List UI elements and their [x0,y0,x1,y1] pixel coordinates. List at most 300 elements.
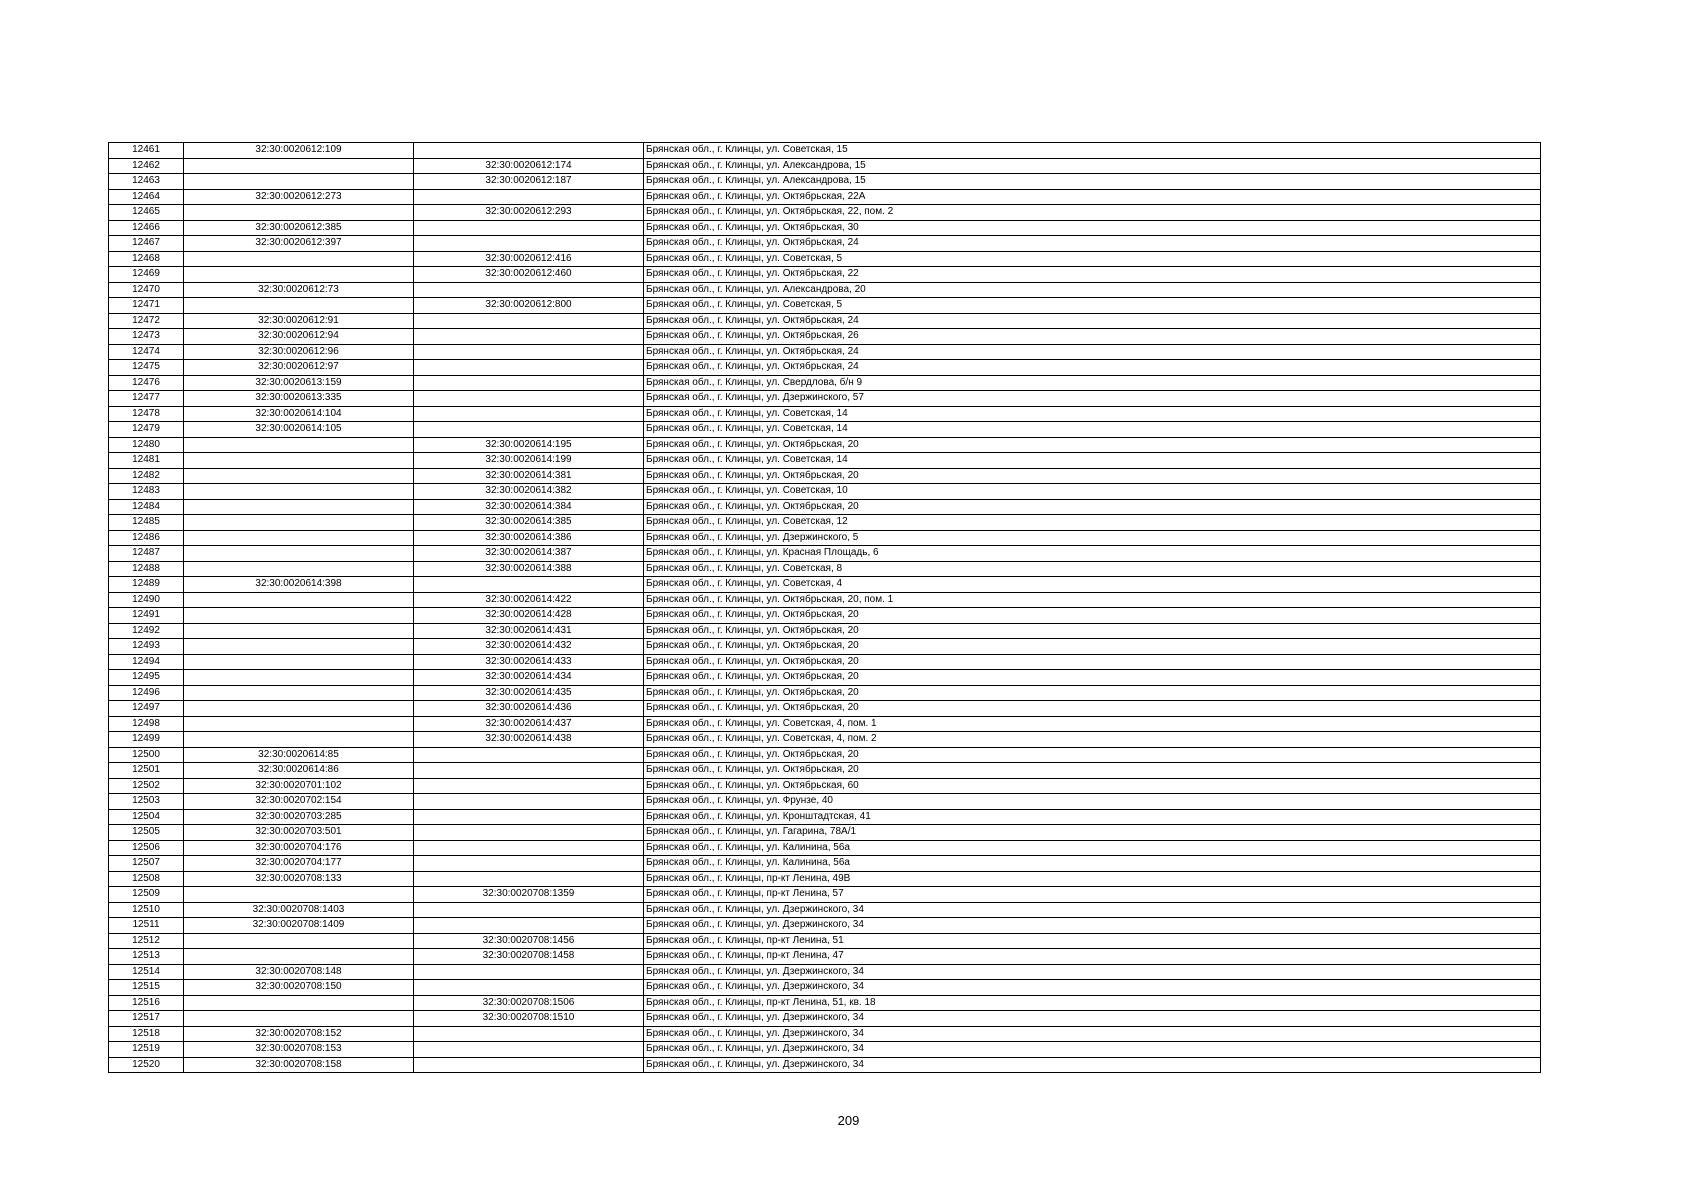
row-number-cell: 12473 [109,329,184,345]
cadastral-number-cell: 32:30:0020702:154 [184,794,414,810]
cadastral-number-alt-cell [414,902,644,918]
row-number-cell: 12476 [109,375,184,391]
cadastral-number-cell [184,484,414,500]
cadastral-number-alt-cell: 32:30:0020708:1359 [414,887,644,903]
table-row [109,949,1541,965]
address-cell: Брянская обл., г. Клинцы, ул. Октябрьская, 20, пом. 1 [644,592,1541,608]
cadastral-number-alt-cell: 32:30:0020614:438 [414,732,644,748]
address-cell: Брянская обл., г. Клинцы, ул. Дзержинского, 34 [644,980,1541,996]
row-number-cell: 12493 [109,639,184,655]
row-number-cell: 12491 [109,608,184,624]
table-row [109,561,1541,577]
cadastral-number-cell [184,949,414,965]
cadastral-number-alt-cell: 32:30:0020614:387 [414,546,644,562]
cadastral-number-cell: 32:30:0020612:385 [184,220,414,236]
cadastral-number-alt-cell: 32:30:0020614:431 [414,623,644,639]
address-cell: Брянская обл., г. Клинцы, ул. Октябрьская, 20 [644,499,1541,515]
table-row [109,499,1541,515]
table-row [109,329,1541,345]
address-cell: Брянская обл., г. Клинцы, ул. Советская, 4, пом. 1 [644,716,1541,732]
address-cell: Брянская обл., г. Клинцы, ул. Свердлова, б/н 9 [644,375,1541,391]
address-cell: Брянская обл., г. Клинцы, пр-кт Ленина, 57 [644,887,1541,903]
address-cell: Брянская обл., г. Клинцы, ул. Дзержинского, 34 [644,902,1541,918]
cadastral-number-cell: 32:30:0020612:397 [184,236,414,252]
row-number-cell: 12479 [109,422,184,438]
cadastral-number-alt-cell: 32:30:0020614:382 [414,484,644,500]
address-cell: Брянская обл., г. Клинцы, ул. Дзержинского, 5 [644,530,1541,546]
address-cell: Брянская обл., г. Клинцы, ул. Октябрьская, 20 [644,763,1541,779]
table-row [109,174,1541,190]
cadastral-number-cell [184,251,414,267]
cadastral-number-alt-cell: 32:30:0020708:1456 [414,933,644,949]
cadastral-number-cell: 32:30:0020704:176 [184,840,414,856]
cadastral-number-alt-cell [414,577,644,593]
address-cell: Брянская обл., г. Клинцы, ул. Дзержинского, 34 [644,918,1541,934]
row-number-cell: 12484 [109,499,184,515]
cadastral-number-alt-cell [414,964,644,980]
cadastral-number-cell [184,298,414,314]
cadastral-number-alt-cell: 32:30:0020612:293 [414,205,644,221]
table-row [109,422,1541,438]
cadastral-number-cell: 32:30:0020612:273 [184,189,414,205]
cadastral-number-alt-cell: 32:30:0020614:435 [414,685,644,701]
address-cell: Брянская обл., г. Клинцы, ул. Октябрьская, 20 [644,747,1541,763]
table-row [109,236,1541,252]
cadastral-number-alt-cell [414,918,644,934]
row-number-cell: 12478 [109,406,184,422]
table-row [109,267,1541,283]
table-row [109,685,1541,701]
address-cell: Брянская обл., г. Клинцы, ул. Октябрьская, 22 [644,267,1541,283]
cadastral-number-cell [184,933,414,949]
cadastral-number-cell: 32:30:0020708:152 [184,1026,414,1042]
address-cell: Брянская обл., г. Клинцы, пр-кт Ленина, 47 [644,949,1541,965]
cadastral-number-cell [184,174,414,190]
address-cell: Брянская обл., г. Клинцы, ул. Октябрьская, 24 [644,236,1541,252]
table-row [109,809,1541,825]
table-row [109,406,1541,422]
row-number-cell: 12515 [109,980,184,996]
cadastral-number-cell: 32:30:0020613:159 [184,375,414,391]
address-cell: Брянская обл., г. Клинцы, ул. Красная Площадь, 6 [644,546,1541,562]
cadastral-number-alt-cell [414,329,644,345]
row-number-cell: 12490 [109,592,184,608]
row-number-cell: 12486 [109,530,184,546]
row-number-cell: 12503 [109,794,184,810]
table-row [109,701,1541,717]
table-row [109,825,1541,841]
address-cell: Брянская обл., г. Клинцы, ул. Октябрьская, 20 [644,437,1541,453]
cadastral-number-cell: 32:30:0020612:97 [184,360,414,376]
cadastral-number-cell: 32:30:0020614:85 [184,747,414,763]
cadastral-number-alt-cell: 32:30:0020614:428 [414,608,644,624]
cadastral-number-cell: 32:30:0020613:335 [184,391,414,407]
cadastral-number-alt-cell: 32:30:0020612:460 [414,267,644,283]
table-row [109,592,1541,608]
table-row [109,933,1541,949]
cadastral-number-cell [184,530,414,546]
cadastral-number-cell: 32:30:0020708:158 [184,1057,414,1073]
row-number-cell: 12518 [109,1026,184,1042]
cadastral-number-alt-cell [414,809,644,825]
table-row [109,902,1541,918]
row-number-cell: 12475 [109,360,184,376]
row-number-cell: 12477 [109,391,184,407]
row-number-cell: 12474 [109,344,184,360]
table-row [109,840,1541,856]
table-row [109,995,1541,1011]
cadastral-number-cell [184,995,414,1011]
cadastral-number-alt-cell: 32:30:0020612:416 [414,251,644,267]
table-row [109,871,1541,887]
cadastral-number-alt-cell [414,840,644,856]
address-cell: Брянская обл., г. Клинцы, ул. Октябрьская, 20 [644,623,1541,639]
table-row [109,716,1541,732]
table-row [109,654,1541,670]
row-number-cell: 12489 [109,577,184,593]
row-number-cell: 12497 [109,701,184,717]
row-number-cell: 12507 [109,856,184,872]
page-number: 209 [837,1113,860,1128]
row-number-cell: 12481 [109,453,184,469]
address-cell: Брянская обл., г. Клинцы, ул. Октябрьская, 24 [644,360,1541,376]
table-row [109,670,1541,686]
cadastral-number-cell [184,887,414,903]
registry-table-body [109,143,1541,1073]
address-cell: Брянская обл., г. Клинцы, ул. Октябрьская, 20 [644,468,1541,484]
row-number-cell: 12470 [109,282,184,298]
cadastral-number-cell: 32:30:0020614:398 [184,577,414,593]
row-number-cell: 12495 [109,670,184,686]
row-number-cell: 12519 [109,1042,184,1058]
table-row [109,763,1541,779]
row-number-cell: 12506 [109,840,184,856]
table-row [109,1057,1541,1073]
cadastral-number-cell [184,453,414,469]
address-cell: Брянская обл., г. Клинцы, ул. Октябрьская, 24 [644,344,1541,360]
cadastral-number-alt-cell: 32:30:0020614:436 [414,701,644,717]
address-cell: Брянская обл., г. Клинцы, ул. Фрунзе, 40 [644,794,1541,810]
table-row [109,313,1541,329]
table-row [109,530,1541,546]
cadastral-number-alt-cell [414,313,644,329]
row-number-cell: 12466 [109,220,184,236]
cadastral-number-alt-cell [414,747,644,763]
table-row [109,577,1541,593]
cadastral-number-cell [184,701,414,717]
address-cell: Брянская обл., г. Клинцы, ул. Октябрьская, 24 [644,313,1541,329]
address-cell: Брянская обл., г. Клинцы, ул. Октябрьская, 22, пом. 2 [644,205,1541,221]
cadastral-number-alt-cell: 32:30:0020612:174 [414,158,644,174]
address-cell: Брянская обл., г. Клинцы, ул. Советская, 5 [644,251,1541,267]
cadastral-number-alt-cell [414,778,644,794]
address-cell: Брянская обл., г. Клинцы, ул. Дзержинского, 34 [644,964,1541,980]
cadastral-number-alt-cell [414,189,644,205]
cadastral-number-alt-cell [414,391,644,407]
cadastral-number-cell [184,499,414,515]
row-number-cell: 12514 [109,964,184,980]
cadastral-number-cell [184,592,414,608]
row-number-cell: 12467 [109,236,184,252]
cadastral-number-cell [184,205,414,221]
table-row [109,1011,1541,1027]
address-cell: Брянская обл., г. Клинцы, ул. Дзержинского, 34 [644,1042,1541,1058]
address-cell: Брянская обл., г. Клинцы, ул. Советская, 12 [644,515,1541,531]
row-number-cell: 12461 [109,143,184,159]
row-number-cell: 12505 [109,825,184,841]
cadastral-number-cell: 32:30:0020703:501 [184,825,414,841]
cadastral-number-alt-cell: 32:30:0020614:199 [414,453,644,469]
table-row [109,964,1541,980]
table-row [109,794,1541,810]
row-number-cell: 12462 [109,158,184,174]
table-row [109,298,1541,314]
table-row [109,453,1541,469]
cadastral-number-cell: 32:30:0020612:94 [184,329,414,345]
cadastral-number-alt-cell: 32:30:0020612:800 [414,298,644,314]
row-number-cell: 12469 [109,267,184,283]
table-row [109,623,1541,639]
address-cell: Брянская обл., г. Клинцы, ул. Советская, 10 [644,484,1541,500]
address-cell: Брянская обл., г. Клинцы, ул. Советская, 4, пом. 2 [644,732,1541,748]
address-cell: Брянская обл., г. Клинцы, ул. Октябрьская, 22А [644,189,1541,205]
cadastral-number-alt-cell: 32:30:0020614:434 [414,670,644,686]
cadastral-number-cell: 32:30:0020612:73 [184,282,414,298]
address-cell: Брянская обл., г. Клинцы, ул. Октябрьская, 20 [644,685,1541,701]
row-number-cell: 12492 [109,623,184,639]
table-row [109,143,1541,159]
table-row [109,158,1541,174]
cadastral-number-alt-cell: 32:30:0020614:422 [414,592,644,608]
table-row [109,980,1541,996]
address-cell: Брянская обл., г. Клинцы, ул. Александрова, 15 [644,158,1541,174]
row-number-cell: 12488 [109,561,184,577]
cadastral-number-alt-cell: 32:30:0020614:388 [414,561,644,577]
address-cell: Брянская обл., г. Клинцы, ул. Октябрьская, 20 [644,701,1541,717]
table-row [109,468,1541,484]
cadastral-number-alt-cell [414,360,644,376]
row-number-cell: 12464 [109,189,184,205]
row-number-cell: 12468 [109,251,184,267]
row-number-cell: 12520 [109,1057,184,1073]
cadastral-number-cell [184,639,414,655]
cadastral-number-cell [184,267,414,283]
cadastral-number-alt-cell [414,143,644,159]
table-row [109,856,1541,872]
address-cell: Брянская обл., г. Клинцы, ул. Советская, 14 [644,422,1541,438]
table-row [109,205,1541,221]
registry-table [108,142,1541,1073]
cadastral-number-alt-cell [414,282,644,298]
address-cell: Брянская обл., г. Клинцы, ул. Октябрьская, 60 [644,778,1541,794]
cadastral-number-cell [184,608,414,624]
cadastral-number-alt-cell [414,871,644,887]
table-row [109,1026,1541,1042]
cadastral-number-cell [184,546,414,562]
cadastral-number-alt-cell: 32:30:0020708:1458 [414,949,644,965]
row-number-cell: 12499 [109,732,184,748]
address-cell: Брянская обл., г. Клинцы, ул. Советская, 5 [644,298,1541,314]
address-cell: Брянская обл., г. Клинцы, ул. Октябрьская, 20 [644,639,1541,655]
cadastral-number-cell [184,515,414,531]
cadastral-number-alt-cell [414,375,644,391]
cadastral-number-alt-cell [414,406,644,422]
address-cell: Брянская обл., г. Клинцы, ул. Дзержинского, 34 [644,1011,1541,1027]
cadastral-number-cell: 32:30:0020614:104 [184,406,414,422]
table-row [109,1042,1541,1058]
cadastral-number-alt-cell: 32:30:0020614:384 [414,499,644,515]
cadastral-number-cell: 32:30:0020708:148 [184,964,414,980]
cadastral-number-alt-cell [414,1026,644,1042]
row-number-cell: 12472 [109,313,184,329]
row-number-cell: 12496 [109,685,184,701]
cadastral-number-alt-cell: 32:30:0020614:385 [414,515,644,531]
row-number-cell: 12510 [109,902,184,918]
cadastral-number-cell: 32:30:0020708:1403 [184,902,414,918]
row-number-cell: 12501 [109,763,184,779]
address-cell: Брянская обл., г. Клинцы, ул. Гагарина, 78А/1 [644,825,1541,841]
table-row [109,344,1541,360]
address-cell: Брянская обл., г. Клинцы, ул. Октябрьская, 26 [644,329,1541,345]
cadastral-number-cell [184,654,414,670]
row-number-cell: 12498 [109,716,184,732]
address-cell: Брянская обл., г. Клинцы, ул. Советская, 8 [644,561,1541,577]
cadastral-number-alt-cell: 32:30:0020614:432 [414,639,644,655]
row-number-cell: 12504 [109,809,184,825]
row-number-cell: 12502 [109,778,184,794]
address-cell: Брянская обл., г. Клинцы, ул. Октябрьская, 20 [644,670,1541,686]
address-cell: Брянская обл., г. Клинцы, ул. Октябрьская, 30 [644,220,1541,236]
row-number-cell: 12465 [109,205,184,221]
address-cell: Брянская обл., г. Клинцы, ул. Советская, 4 [644,577,1541,593]
table-row [109,360,1541,376]
cadastral-number-cell: 32:30:0020703:285 [184,809,414,825]
row-number-cell: 12509 [109,887,184,903]
cadastral-number-cell [184,1011,414,1027]
row-number-cell: 12508 [109,871,184,887]
cadastral-number-alt-cell [414,1057,644,1073]
cadastral-number-cell: 32:30:0020704:177 [184,856,414,872]
cadastral-number-alt-cell: 32:30:0020612:187 [414,174,644,190]
cadastral-number-alt-cell: 32:30:0020614:433 [414,654,644,670]
address-cell: Брянская обл., г. Клинцы, ул. Советская, 14 [644,406,1541,422]
cadastral-number-alt-cell [414,763,644,779]
table-row [109,918,1541,934]
cadastral-number-cell: 32:30:0020708:153 [184,1042,414,1058]
address-cell: Брянская обл., г. Клинцы, пр-кт Ленина, 51 [644,933,1541,949]
cadastral-number-cell [184,623,414,639]
cadastral-number-alt-cell [414,220,644,236]
cadastral-number-alt-cell: 32:30:0020614:195 [414,437,644,453]
cadastral-number-alt-cell: 32:30:0020708:1510 [414,1011,644,1027]
cadastral-number-cell [184,670,414,686]
table-row [109,732,1541,748]
cadastral-number-cell: 32:30:0020614:86 [184,763,414,779]
table-row [109,375,1541,391]
cadastral-number-cell: 32:30:0020708:150 [184,980,414,996]
row-number-cell: 12463 [109,174,184,190]
address-cell: Брянская обл., г. Клинцы, ул. Дзержинского, 57 [644,391,1541,407]
table-row [109,484,1541,500]
table-row [109,887,1541,903]
address-cell: Брянская обл., г. Клинцы, пр-кт Ленина, 49В [644,871,1541,887]
cadastral-number-cell: 32:30:0020708:1409 [184,918,414,934]
cadastral-number-alt-cell: 32:30:0020614:386 [414,530,644,546]
cadastral-number-cell [184,685,414,701]
cadastral-number-alt-cell [414,825,644,841]
cadastral-number-alt-cell: 32:30:0020708:1506 [414,995,644,1011]
address-cell: Брянская обл., г. Клинцы, ул. Дзержинского, 34 [644,1057,1541,1073]
address-cell: Брянская обл., г. Клинцы, ул. Калинина, 56а [644,856,1541,872]
cadastral-number-alt-cell [414,1042,644,1058]
cadastral-number-alt-cell: 32:30:0020614:437 [414,716,644,732]
row-number-cell: 12487 [109,546,184,562]
row-number-cell: 12471 [109,298,184,314]
table-row [109,747,1541,763]
address-cell: Брянская обл., г. Клинцы, ул. Александрова, 15 [644,174,1541,190]
table-row [109,608,1541,624]
table-row [109,391,1541,407]
cadastral-number-cell [184,716,414,732]
row-number-cell: 12511 [109,918,184,934]
table-row [109,189,1541,205]
cadastral-number-cell [184,732,414,748]
cadastral-number-alt-cell [414,236,644,252]
address-cell: Брянская обл., г. Клинцы, ул. Советская, 15 [644,143,1541,159]
row-number-cell: 12500 [109,747,184,763]
table-row [109,639,1541,655]
address-cell: Брянская обл., г. Клинцы, ул. Калинина, 56а [644,840,1541,856]
cadastral-number-alt-cell [414,344,644,360]
cadastral-number-cell: 32:30:0020614:105 [184,422,414,438]
cadastral-number-cell: 32:30:0020612:91 [184,313,414,329]
table-row [109,282,1541,298]
table-row [109,220,1541,236]
address-cell: Брянская обл., г. Клинцы, ул. Октябрьская, 20 [644,608,1541,624]
row-number-cell: 12512 [109,933,184,949]
row-number-cell: 12516 [109,995,184,1011]
cadastral-number-alt-cell [414,422,644,438]
row-number-cell: 12513 [109,949,184,965]
address-cell: Брянская обл., г. Клинцы, пр-кт Ленина, 51, кв. 18 [644,995,1541,1011]
row-number-cell: 12494 [109,654,184,670]
cadastral-number-cell: 32:30:0020612:109 [184,143,414,159]
cadastral-number-alt-cell [414,856,644,872]
cadastral-number-cell: 32:30:0020708:133 [184,871,414,887]
row-number-cell: 12483 [109,484,184,500]
row-number-cell: 12482 [109,468,184,484]
table-row [109,437,1541,453]
address-cell: Брянская обл., г. Клинцы, ул. Октябрьская, 20 [644,654,1541,670]
address-cell: Брянская обл., г. Клинцы, ул. Советская, 14 [644,453,1541,469]
address-cell: Брянская обл., г. Клинцы, ул. Кронштадтская, 41 [644,809,1541,825]
address-cell: Брянская обл., г. Клинцы, ул. Дзержинского, 34 [644,1026,1541,1042]
cadastral-number-alt-cell: 32:30:0020614:381 [414,468,644,484]
cadastral-number-cell [184,561,414,577]
cadastral-number-cell: 32:30:0020612:96 [184,344,414,360]
table-row [109,778,1541,794]
row-number-cell: 12480 [109,437,184,453]
cadastral-number-alt-cell [414,980,644,996]
cadastral-number-cell: 32:30:0020701:102 [184,778,414,794]
address-cell: Брянская обл., г. Клинцы, ул. Александрова, 20 [644,282,1541,298]
table-row [109,546,1541,562]
table-row [109,251,1541,267]
cadastral-number-cell [184,468,414,484]
cadastral-number-cell [184,437,414,453]
row-number-cell: 12485 [109,515,184,531]
row-number-cell: 12517 [109,1011,184,1027]
